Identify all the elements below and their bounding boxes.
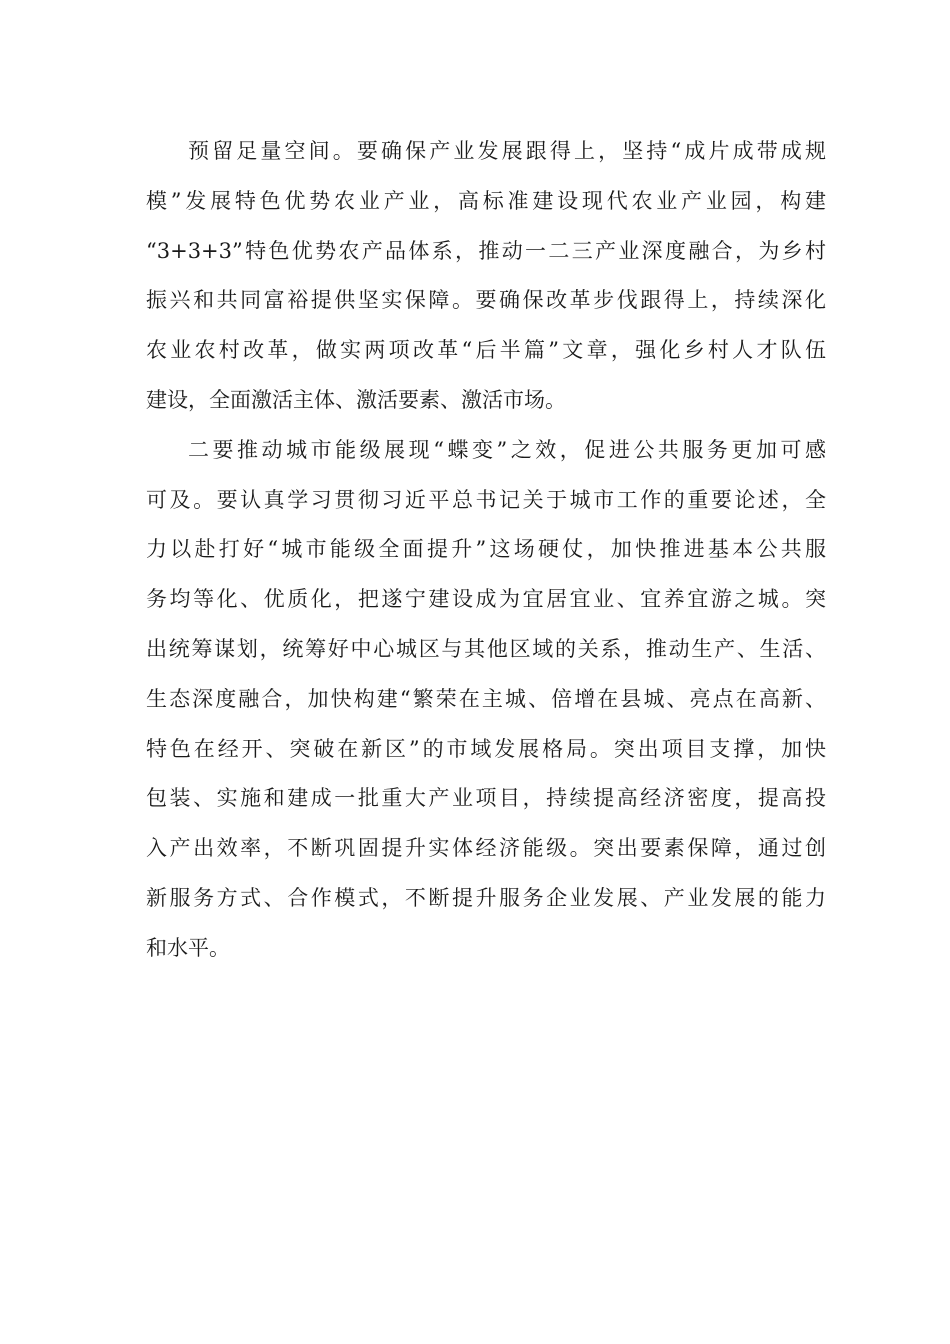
paragraph-line: 出统筹谋划，统筹好中心城区与其他区域的关系，推动生产、生活、 — [146, 636, 826, 661]
paragraph-line: 生态深度融合，加快构建“繁荣在主城、倍增在县城、亮点在高新、 — [146, 686, 826, 711]
paragraph-line: 二要推动城市能级展现“蝶变”之效，促进公共服务更加可感 — [188, 437, 826, 462]
paragraph-line: 振兴和共同富裕提供坚实保障。要确保改革步伐跟得上，持续深化 — [146, 288, 826, 313]
paragraph-line: 建设，全面激活主体、激活要素、激活市场。 — [146, 387, 566, 412]
paragraph-line: 可及。要认真学习贯彻习近平总书记关于城市工作的重要论述，全 — [146, 487, 826, 512]
paragraph-line: 特色在经开、突破在新区”的市域发展格局。突出项目支撑，加快 — [146, 736, 826, 761]
paragraph-line: 入产出效率，不断巩固提升实体经济能级。突出要素保障，通过创 — [146, 836, 826, 861]
paragraph-line: 和水平。 — [146, 935, 230, 960]
paragraph-line: 力以赴打好“城市能级全面提升”这场硬仗，加快推进基本公共服 — [146, 537, 826, 562]
paragraph-line: 新服务方式、合作模式，不断提升服务企业发展、产业发展的能力 — [146, 885, 826, 910]
paragraph-line: 模”发展特色优势农业产业，高标准建设现代农业产业园，构建 — [146, 188, 826, 213]
body-text — [146, 127, 826, 974]
paragraph-line: “3+3+3”特色优势农产品体系，推动一二三产业深度融合，为乡村 — [146, 238, 826, 263]
paragraph-line: 包装、实施和建成一批重大产业项目，持续提高经济密度，提高投 — [146, 786, 826, 811]
paragraph-line: 农业农村改革，做实两项改革“后半篇”文章，强化乡村人才队伍 — [146, 338, 826, 363]
paragraph-line: 务均等化、优质化，把遂宁建设成为宜居宜业、宜养宜游之城。突 — [146, 587, 826, 612]
paragraph-line: 预留足量空间。要确保产业发展跟得上，坚持“成片成带成规 — [188, 139, 826, 163]
